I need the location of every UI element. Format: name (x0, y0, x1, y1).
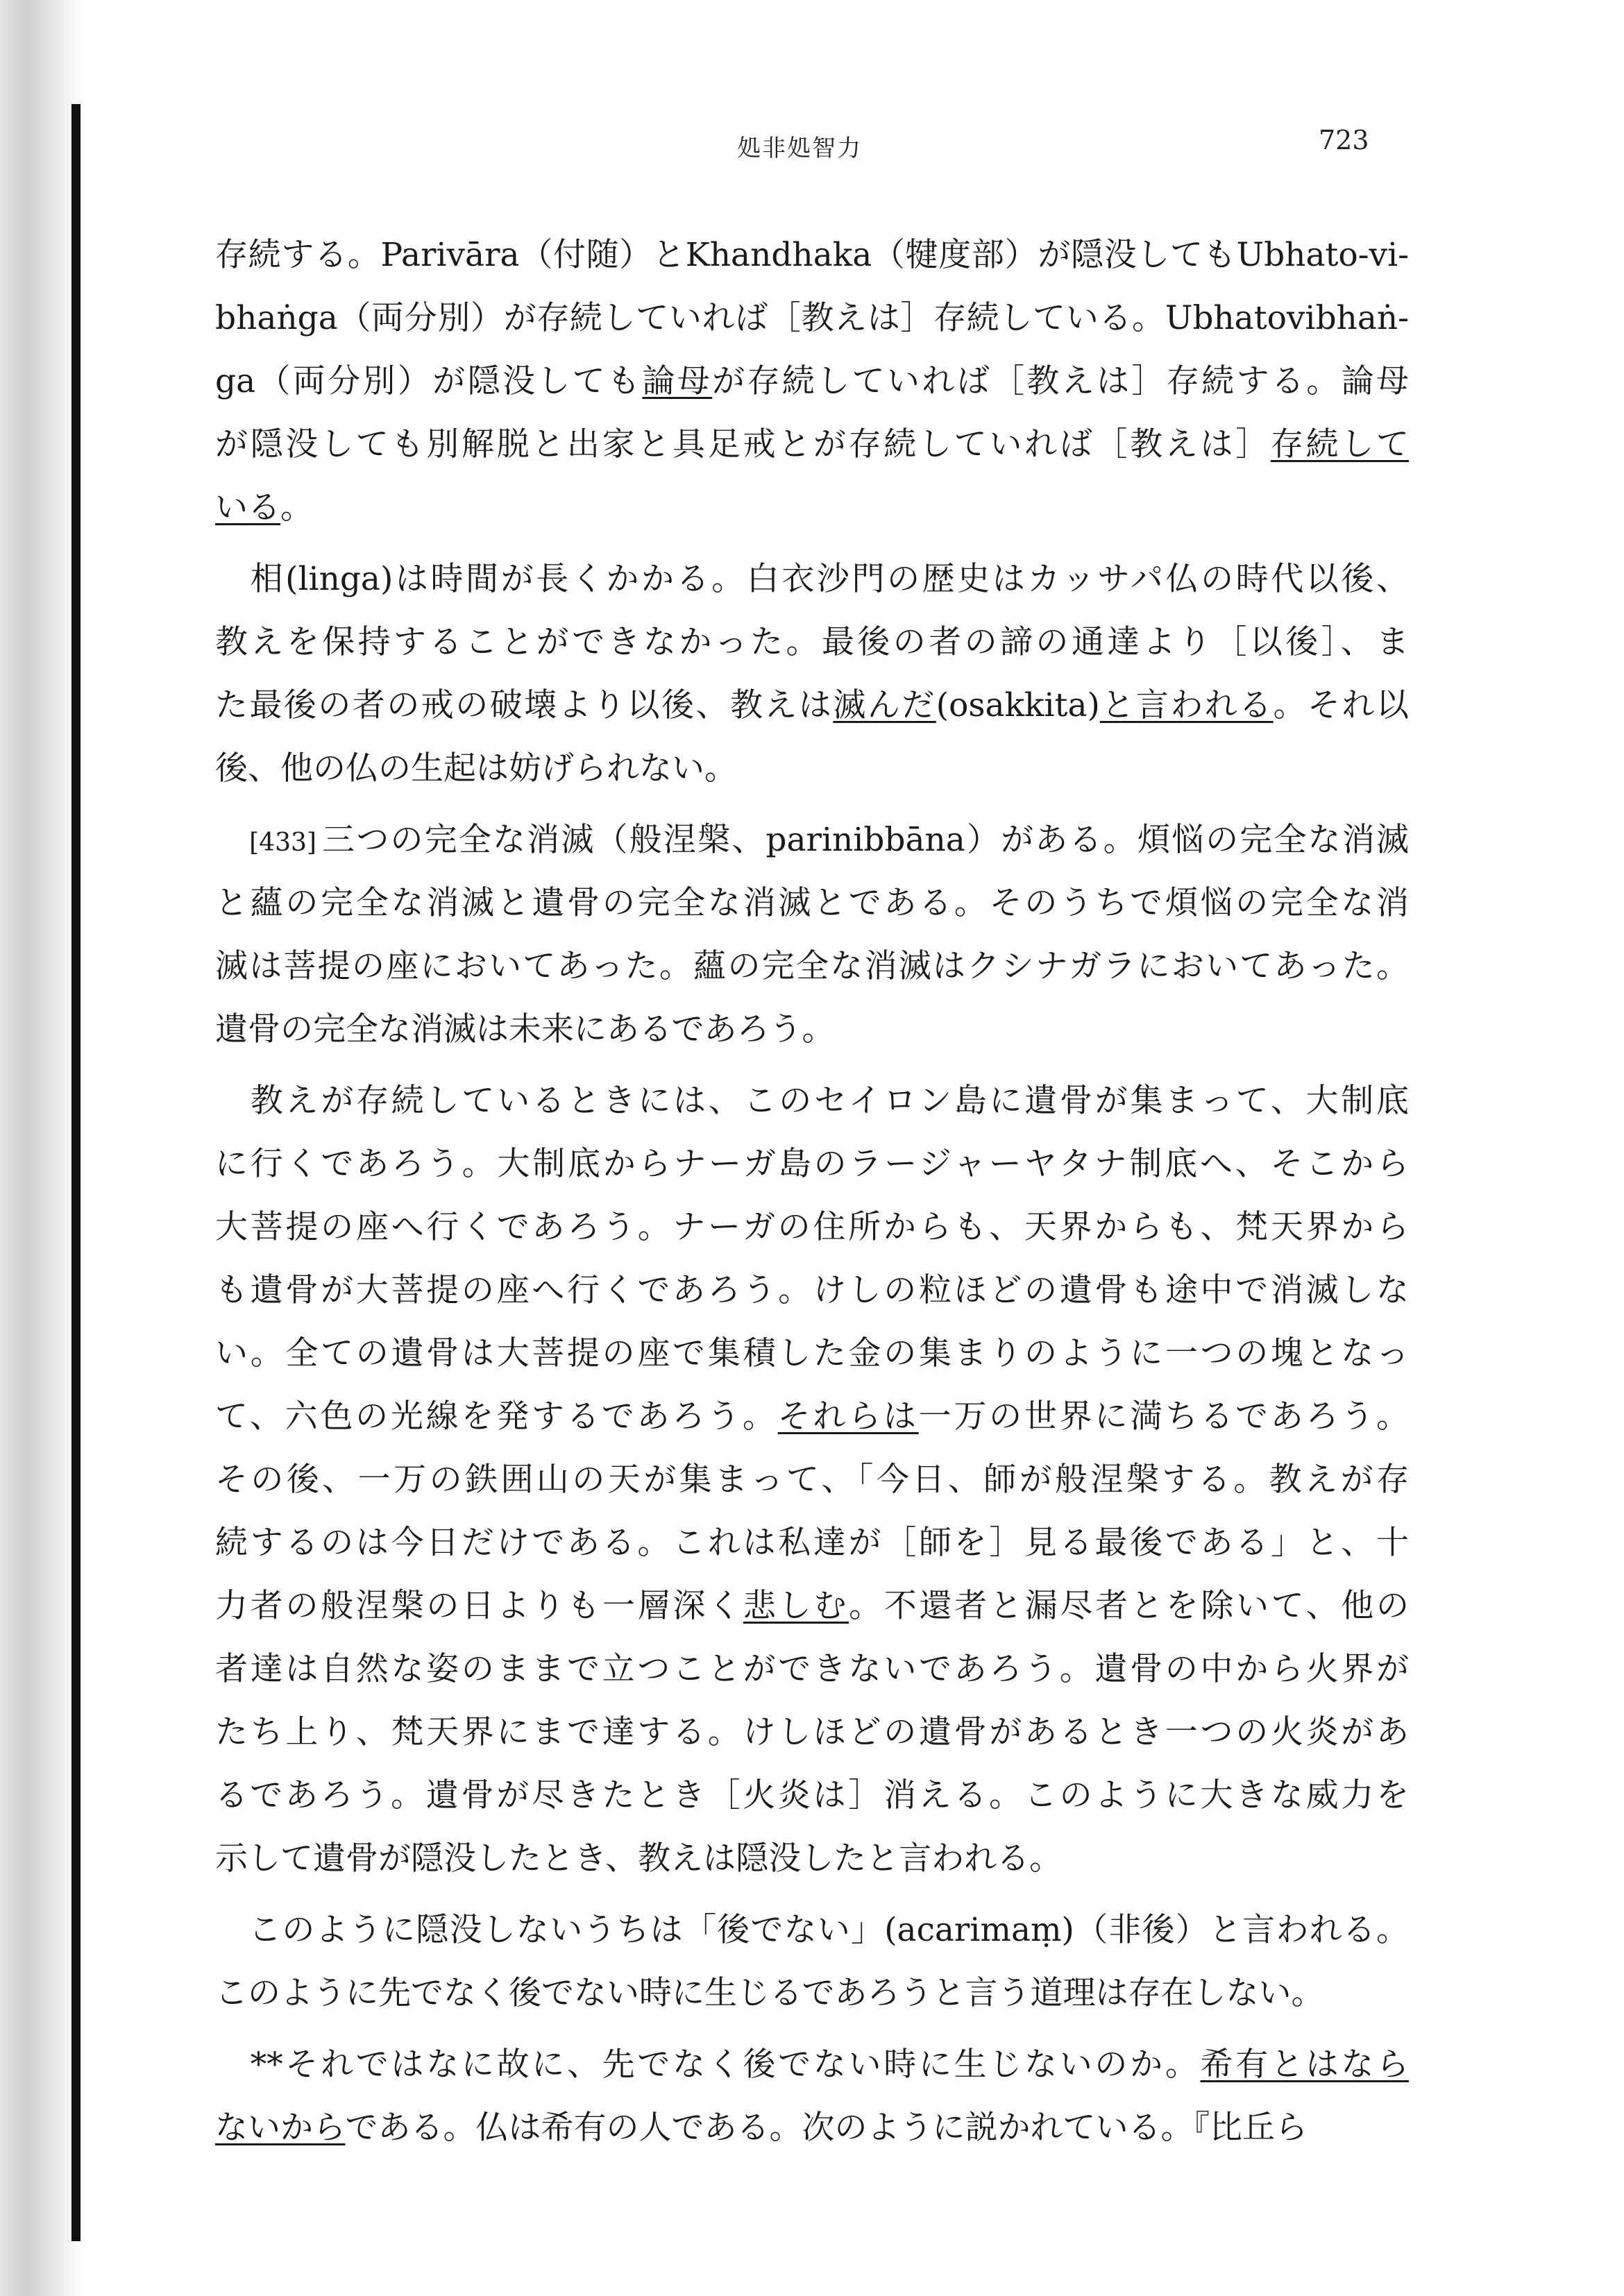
text-line: たち上り、梵天界にまで達する。けしほどの遺骨があるとき一つの火炎があ (215, 1713, 1409, 1751)
text-line: 滅は菩提の座においてあった。蘊の完全な消滅はクシナガラにおいてあった。 (215, 947, 1409, 985)
text-line: い。全ての遺骨は大菩提の座で集積した金の集まりのように一つの塊となっ (215, 1334, 1409, 1372)
text-line (215, 2096, 1409, 2159)
text-line: その後、一万の鉄囲山の天が集まって、「今日、師が般涅槃する。教えが存 (215, 1461, 1409, 1499)
text-line (215, 2033, 1409, 2096)
text-run: て、六色の光線を発するであろう。 (215, 1397, 778, 1436)
text-run: 。それ以 (1273, 686, 1409, 724)
underlined-term: ないから (215, 2109, 346, 2147)
text-line: も遺骨が大菩提の座へ行くであろう。けしの粒ほどの遺骨も途中で消滅しな (215, 1271, 1409, 1309)
paragraph (215, 223, 1409, 539)
text-line: 遺骨の完全な消滅は未来にあるであろう。 (215, 1010, 835, 1048)
text-run: が存続していれば［教えは］存続する。論母 (712, 362, 1409, 400)
binding-rule (71, 104, 81, 2241)
text-line (215, 350, 1409, 413)
text-line: 後、他の仏の生起は妨げられない。 (215, 749, 737, 788)
paragraph-number: [433] (249, 828, 316, 857)
text-run: である。仏は希有の人である。次のように説かれている。『比丘ら (345, 2109, 1308, 2147)
text-run: た最後の者の戒の破壊より以後、教えは (215, 686, 834, 724)
text-run: (osakkita) (936, 686, 1100, 724)
underlined-term: それらは (777, 1397, 919, 1436)
underlined-term: 滅んだ (833, 686, 936, 724)
running-head: 処非処智力 (737, 135, 862, 162)
page-number: 723 (1319, 125, 1369, 155)
text-line: bhaṅga（両分別）が存続していれば［教えは］存続している。Ubhatovibhaṅ- (215, 299, 1409, 337)
text-line (215, 1069, 1409, 1132)
text-line: 者達は自然な姿のままで立つことができないであろう。遺骨の中から火界が (215, 1650, 1409, 1688)
text-line: に行くであろう。大制底からナーガ島のラージャーヤタナ制底へ、そこから (215, 1145, 1409, 1183)
underlined-term: と言われる (1099, 686, 1274, 724)
text-line: 大菩提の座へ行くであろう。ナーガの住所からも、天界からも、梵天界から (215, 1208, 1409, 1246)
text-line: 教えを保持することができなかった。最後の者の諦の通達より［以後］、ま (215, 623, 1409, 661)
text-run: 。不還者と漏尽者とを除いて、他の (849, 1587, 1409, 1625)
text-line (215, 808, 1409, 871)
text-line (215, 413, 1409, 476)
underlined-term: 存続して (1270, 425, 1409, 464)
paragraph (215, 547, 1409, 800)
body-text (215, 223, 1409, 2159)
paragraph (215, 808, 1409, 1061)
text-line: 続するのは今日だけである。これは私達が［師を］見る最後である」と、十 (215, 1524, 1409, 1562)
text-line: るであろう。遺骨が尽きたとき［火炎は］消える。このように大きな威力を (215, 1776, 1409, 1814)
text-line: と蘊の完全な消滅と遺骨の完全な消滅とである。そのうちで煩悩の完全な消 (215, 884, 1409, 922)
text-line (215, 476, 1409, 539)
underlined-term: 悲しむ (743, 1587, 849, 1625)
text-line: 示して遺骨が隠没したとき、教えは隠没したと言われる。 (215, 1839, 1063, 1878)
text-run: 。 (280, 488, 313, 527)
underlined-term: 希有とはなら (1200, 2046, 1409, 2084)
text-run: 教えが存続しているときには、このセイロン島に遺骨が集まって、大制底 (250, 1082, 1409, 1120)
text-run: 相(linga)は時間が長くかかる。白衣沙門の歴史はカッサパ仏の時代以後、 (250, 560, 1409, 598)
underlined-term: 論母 (642, 362, 713, 400)
text-line (215, 547, 1409, 611)
text-run: 力者の般涅槃の日よりも一層深く (215, 1587, 743, 1625)
text-run: が隠没しても別解脱と出家と具足戒とが存続していれば［教えは］ (215, 425, 1271, 464)
underlined-term: いる (215, 488, 280, 527)
text-line (215, 1385, 1409, 1448)
text-run: このように隠没しないうちは「後でない」(acarimaṃ)（非後）と言われる。 (248, 1911, 1409, 1949)
paragraph (215, 1898, 1409, 2025)
paragraph (215, 1069, 1409, 1890)
text-run: **それではなに故に、先でなく後でない時に生じないのか。 (250, 2046, 1201, 2084)
text-line: このように先でなく後でない時に生じるであろうと言う道理は存在しない。 (215, 1974, 1324, 2012)
paragraph (215, 2033, 1409, 2159)
text-run: ga（両分別）が隠没しても (215, 362, 643, 400)
text-line (215, 1898, 1409, 1962)
scan-binding-edge (0, 0, 83, 2296)
text-line (215, 1574, 1409, 1638)
text-run: 一万の世界に満ちるであろう。 (918, 1397, 1409, 1436)
text-line (215, 674, 1409, 737)
text-run: 三つの完全な消滅（般涅槃、parinibbāna）がある。煩悩の完全な消滅 (320, 821, 1409, 859)
text-line: 存続する。Parivāra（付随）とKhandhaka（犍度部）が隠没してもUbhato-vi- (215, 236, 1409, 274)
